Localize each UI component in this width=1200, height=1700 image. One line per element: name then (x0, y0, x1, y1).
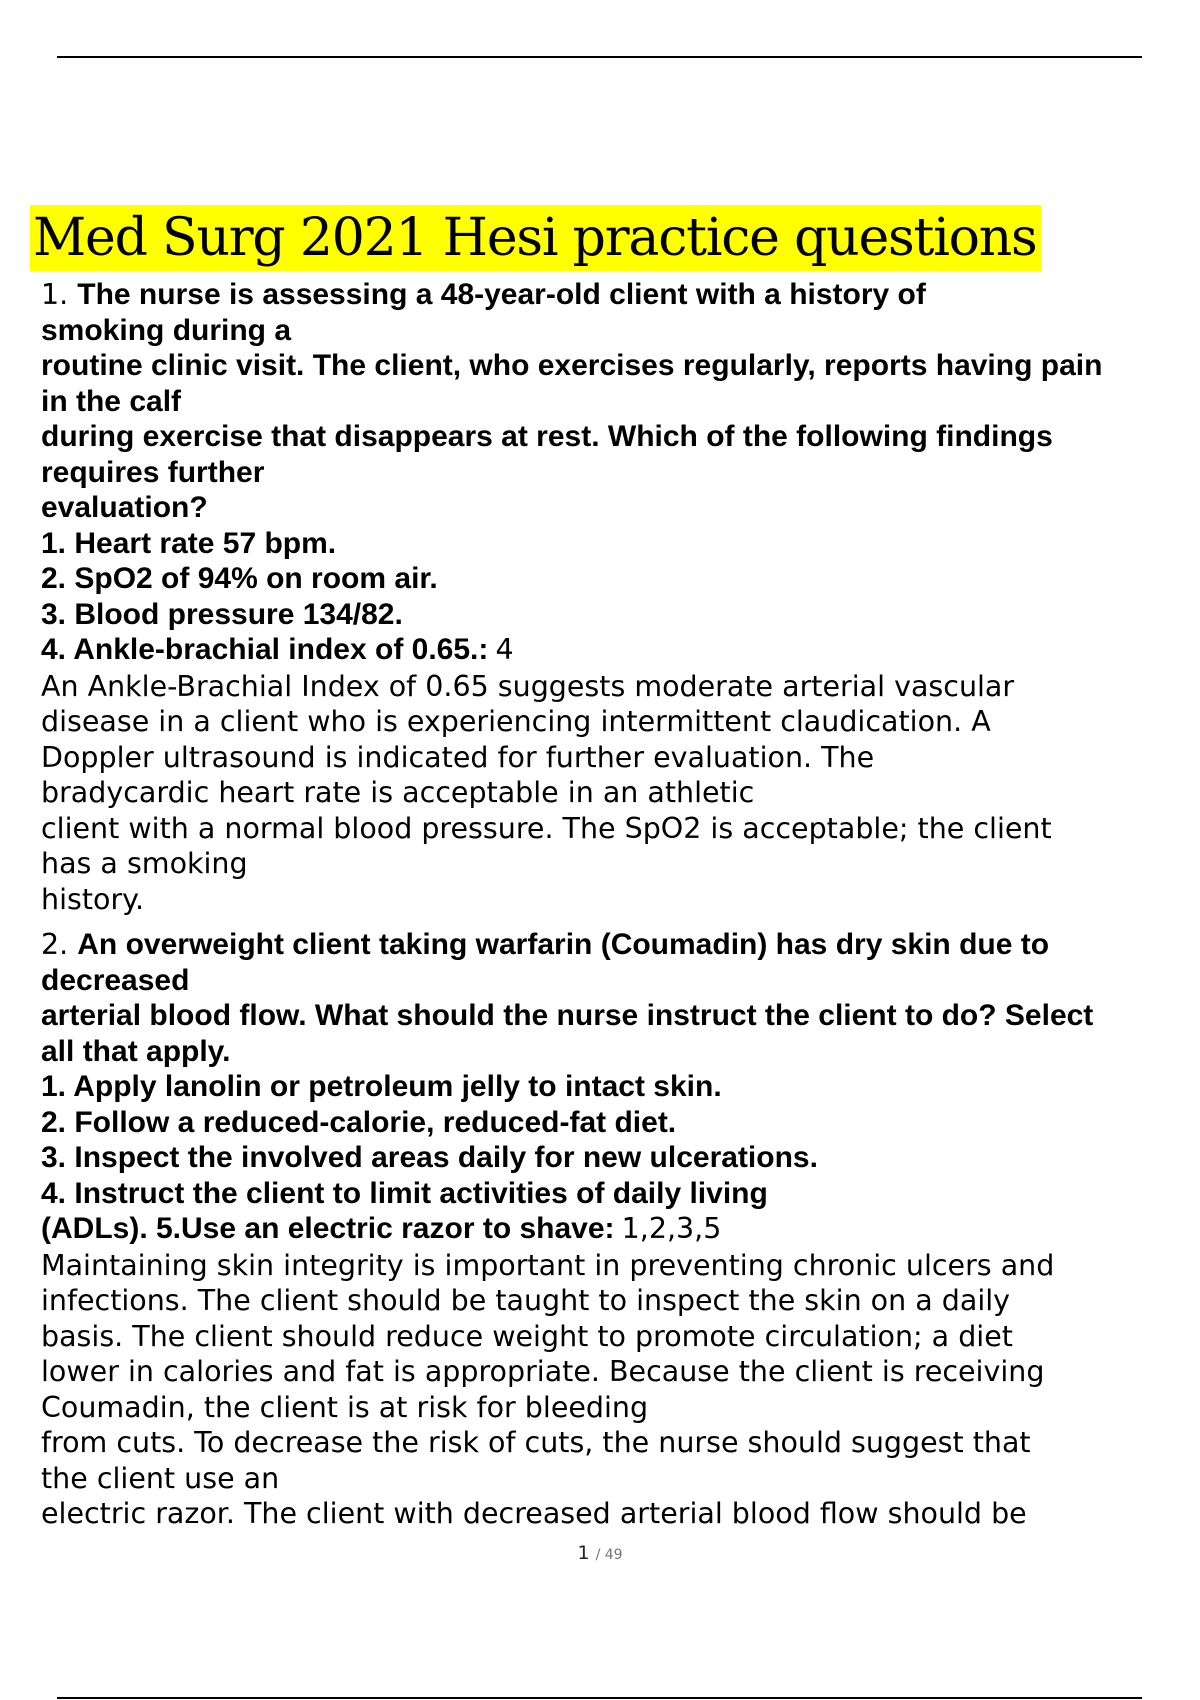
rationale-line: basis. The client should reduce weight to promote circulation; a diet (41, 1319, 1013, 1353)
rationale-line: from cuts. To decrease the risk of cuts, the nurse should suggest that (41, 1426, 1031, 1459)
question-stem-line: 1. The nurse is assessing a 48-year-old client with a history of (41, 278, 926, 311)
top-rule (57, 56, 1142, 58)
question-content (41, 277, 1191, 1532)
rationale-line: bradycardic heart rate is acceptable in an athletic (41, 776, 755, 809)
answer-option: 4. Instruct the client to limit activities of daily living (41, 1176, 768, 1210)
answer-option: 3. Inspect the involved areas daily for new ulcerations. (41, 1141, 818, 1174)
question-stem-line: arterial blood flow. What should the nurse instruct the client to do? Select (41, 999, 1094, 1032)
total-pages: / 49 (595, 1547, 623, 1563)
answer-option: 2. SpO2 of 94% on room air. (41, 562, 438, 595)
answer-option-with-key: 4. Ankle-brachial index of 0.65.: 4 (41, 633, 514, 666)
rationale-line: client with a normal blood pressure. The SpO2 is acceptable; the client (41, 811, 1052, 845)
current-page: 1 (577, 1542, 590, 1564)
question-stem-line: decreased (41, 963, 190, 997)
question-2 (41, 927, 1191, 1532)
answer-option: 1. Apply lanolin or petroleum jelly to intact skin. (41, 1070, 722, 1103)
answer-option: 3. Blood pressure 134/82. (41, 597, 403, 631)
answer-key: 1,2,3,5 (621, 1212, 722, 1245)
question-number: 1. (41, 278, 69, 311)
answer-key: 4 (495, 633, 514, 666)
rationale-line: history. (41, 882, 145, 916)
question-number: 2. (41, 928, 69, 961)
question-stem-line: during exercise that disappears at rest. Which of the following findings (41, 420, 1053, 453)
rationale-line: lower in calories and fat is appropriate. Because the client is receiving (41, 1355, 1045, 1388)
rationale-line: has a smoking (41, 847, 248, 880)
question-spacer (41, 917, 1191, 927)
question-stem-line: 2. An overweight client taking warfarin (Coumadin) has dry skin due to (41, 928, 1050, 961)
page-number (0, 1542, 1200, 1564)
question-stem-line: all that apply. (41, 1034, 231, 1068)
answer-option: 1. Heart rate 57 bpm. (41, 526, 337, 560)
question-stem-line: evaluation? (41, 491, 208, 524)
rationale-line: electric razor. The client with decreased arterial blood flow should be (41, 1497, 1027, 1530)
answer-option: 2. Follow a reduced-calorie, reduced-fat diet. (41, 1105, 677, 1139)
question-stem-line: requires further (41, 455, 265, 489)
rationale-line: An Ankle-Brachial Index of 0.65 suggests moderate arterial vascular (41, 669, 1015, 703)
rationale-line: Doppler ultrasound is indicated for further evaluation. The (41, 740, 875, 774)
question-stem-line: routine clinic visit. The client, who exercises regularly, reports having pain (41, 349, 1103, 382)
answer-option-with-key: (ADLs). 5.Use an electric razor to shave: 1,2,3,5 (41, 1212, 722, 1245)
question-stem-line: in the calf (41, 384, 182, 418)
rationale-line: Maintaining skin integrity is important in preventing chronic ulcers and (41, 1248, 1055, 1282)
question-1 (41, 277, 1191, 917)
rationale-line: Coumadin, the client is at risk for bleeding (41, 1390, 649, 1424)
rationale-line: infections. The client should be taught to inspect the skin on a daily (41, 1284, 1011, 1317)
bottom-rule (57, 1697, 1142, 1699)
rationale-line: disease in a client who is experiencing intermittent claudication. A (41, 705, 991, 738)
question-stem-line: smoking during a (41, 313, 292, 347)
page-title: Med Surg 2021 Hesi practice questions (30, 205, 1041, 271)
rationale-line: the client use an (41, 1461, 280, 1495)
